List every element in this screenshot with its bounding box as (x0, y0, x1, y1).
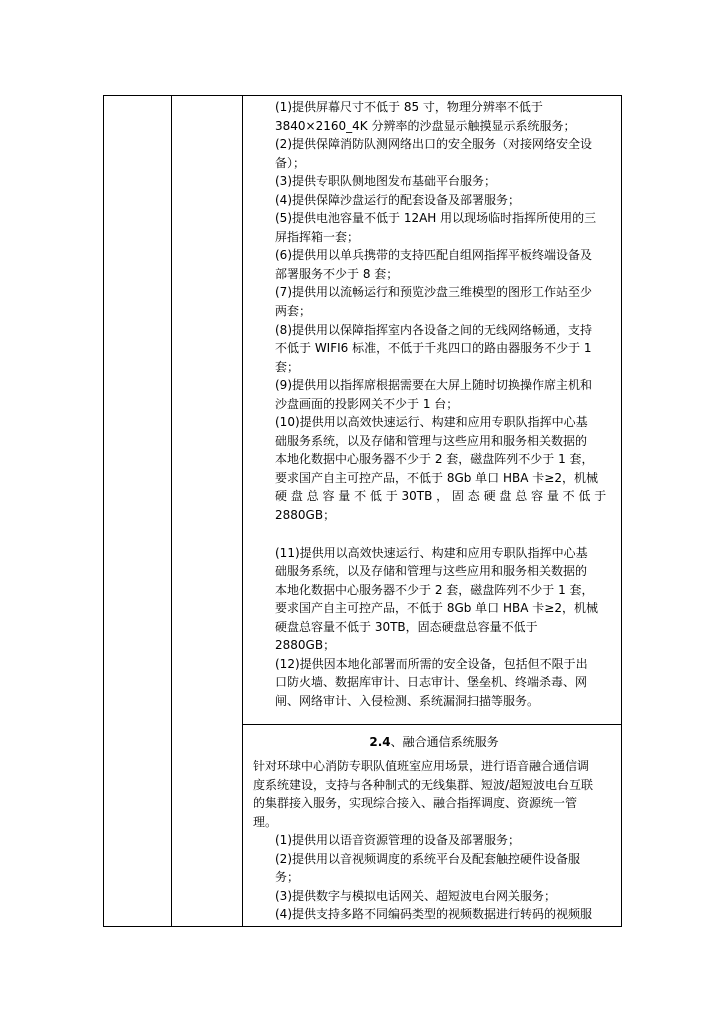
list-line: (3)提供数字与模拟电话网关、超短波电台网关服务； (275, 888, 557, 903)
paragraph-line: 理。 (253, 814, 278, 829)
item-list-a (275, 98, 617, 711)
list-line: (1)提供用以语音资源管理的设备及部署服务； (275, 833, 520, 847)
list-line: 础服务系统，以及存储和管理与这些应用和服务相关数据的 (275, 433, 588, 448)
list-line: (8)提供用以保障指挥室内各设备之间的无线网络畅通，支持 (275, 322, 593, 337)
list-line: 套； (275, 359, 300, 374)
list-line: 本地化数据中心服务器不少于 2 套，磁盘阵列不少于 1 套， (275, 452, 594, 467)
list-line: 闸、网络审计、入侵检测、系统漏洞扫描等服务。 (275, 693, 540, 708)
list-line: 两套； (275, 304, 312, 319)
section-number: 2.4 (369, 735, 391, 749)
list-line: 要求国产自主可控产品，不低于 8Gb 单口 HBA 卡≥2，机械 (275, 470, 598, 485)
list-line: 硬盘总容量不低于 30TB，固态硬盘总容量不低于 (275, 619, 538, 634)
row-divider (242, 724, 621, 725)
column-divider-2 (242, 96, 243, 926)
list-line: 备）； (275, 155, 306, 170)
list-line: (7)提供用以流畅运行和预览沙盘三维模型的图形工作站至少 (275, 285, 593, 300)
list-line: (3)提供专职队侧地图发布基础平台服务； (275, 174, 496, 189)
list-line: (10)提供用以高效快速运行、构建和应用专职队指挥中心基 (275, 415, 588, 430)
column-divider-1 (171, 96, 172, 926)
list-line: 本地化数据中心服务器不少于 2 套，磁盘阵列不少于 1 套， (275, 582, 594, 597)
intro-paragraph (253, 757, 617, 831)
list-line: (9)提供用以指挥席根据需要在大屏上随时切换操作席主机和 (275, 378, 593, 393)
list-line: 部署服务不少于 8 套； (275, 266, 399, 281)
item-list-b (275, 831, 617, 924)
paragraph-line: 度系统建设，支持与各种制式的无线集群、短波/超短波电台互联 (253, 777, 594, 792)
list-line: 3840×2160_4K 分辨率的沙盘显示触摸显示系统服务； (275, 118, 576, 133)
list-line: (1)提供屏幕尺寸不低于 85 寸，物理分辨率不低于 (275, 100, 543, 114)
section-title: 、融合通信系统服务 (390, 735, 499, 749)
list-line: 务； (275, 870, 300, 885)
list-line: 硬 盘 总 容 量 不 低 于 30TB ， 固 态 硬 盘 总 容 量 不 低 于 (275, 489, 607, 504)
list-line: 口防火墙、数据库审计、日志审计、堡垒机、终端杀毒、网 (275, 675, 588, 690)
section-heading (247, 733, 621, 751)
paragraph-line: 针对环球中心消防专职队值班室应用场景，进行语音融合通信调 (253, 759, 590, 773)
list-line: 屏指挥箱一套； (275, 229, 360, 244)
list-line: 不低于 WIFI6 标准，不低于千兆四口的路由器服务不少于 1 (275, 341, 592, 356)
paragraph-line: 的集群接入服务，实现综合接入、融合指挥调度、资源统一管 (253, 796, 578, 811)
list-line: 沙盘画面的投影网关不少于 1 台； (275, 396, 459, 411)
list-line: 2880GB； (275, 508, 336, 523)
list-line: (2)提供保障消防队测网络出口的安全服务（对接网络安全设 (275, 137, 593, 152)
list-line: (11)提供用以高效快速运行、构建和应用专职队指挥中心基 (275, 545, 588, 560)
list-line: (4)提供支持多路不同编码类型的视频数据进行转码的视频服 (275, 907, 593, 922)
list-line: 2880GB； (275, 638, 336, 653)
list-line: (2)提供用以音视频调度的系统平台及配套触控硬件设备服 (275, 851, 581, 866)
list-line: (6)提供用以单兵携带的支持匹配自组网指挥平板终端设备及 (275, 248, 593, 263)
blank-line (275, 525, 617, 544)
list-line: 础服务系统，以及存储和管理与这些应用和服务相关数据的 (275, 564, 588, 579)
list-line: 要求国产自主可控产品，不低于 8Gb 单口 HBA 卡≥2，机械 (275, 601, 598, 616)
requirements-table (103, 95, 622, 927)
list-line: (12)提供因本地化部署而所需的安全设备，包括但不限于出 (275, 656, 588, 671)
list-line: (4)提供保障沙盘运行的配套设备及部署服务； (275, 192, 520, 207)
list-line: (5)提供电池容量不低于 12AH 用以现场临时指挥所使用的三 (275, 211, 597, 226)
